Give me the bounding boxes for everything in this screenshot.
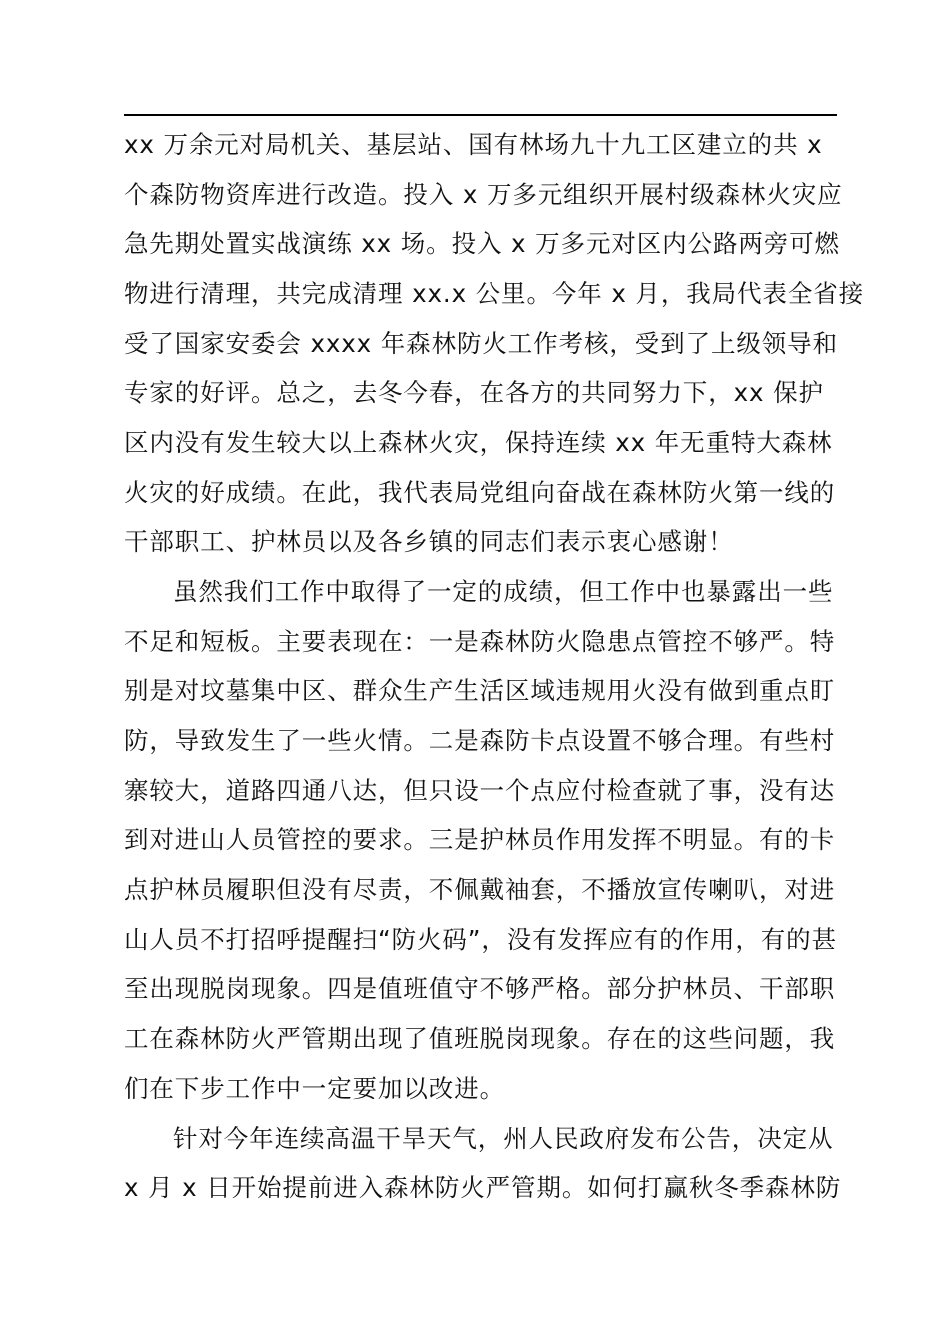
- header-rule: [124, 114, 837, 116]
- text-line: 防，导致发生了一些火情。二是森防卡点设置不够合理。有些村: [124, 726, 836, 755]
- text-line: 工在森林防火严管期出现了值班脱岗现象。存在的这些问题，我: [124, 1024, 836, 1053]
- text-line: 点护林员履职但没有尽责，不佩戴袖套，不播放宣传喇叭，对进: [124, 875, 836, 904]
- text-line: x 月 x 日开始提前进入森林防火严管期。如何打赢秋冬季森林防: [124, 1173, 842, 1202]
- text-line: 受了国家安委会 xxxx 年森林防火工作考核，受到了上级领导和: [124, 329, 838, 358]
- text-line: 至出现脱岗现象。四是值班值守不够严格。部分护林员、干部职: [124, 974, 836, 1003]
- text-line: 不足和短板。主要表现在：一是森林防火隐患点管控不够严。特: [124, 627, 836, 656]
- text-line: xx 万余元对局机关、基层站、国有林场九十九工区建立的共 x: [124, 130, 823, 159]
- text-line: 别是对坟墓集中区、群众生产生活区域违规用火没有做到重点盯: [124, 676, 836, 705]
- text-line: 火灾的好成绩。在此，我代表局党组向奋战在森林防火第一线的: [124, 478, 836, 507]
- text-line: 到对进山人员管控的要求。三是护林员作用发挥不明显。有的卡: [124, 825, 836, 854]
- paragraph-start-line: 虽然我们工作中取得了一定的成绩，但工作中也暴露出一些: [173, 577, 834, 606]
- paragraph-start-line: 针对今年连续高温干旱天气，州人民政府发布公告，决定从: [173, 1124, 834, 1153]
- text-line: 个森防物资库进行改造。投入 x 万多元组织开展村级森林火灾应: [124, 180, 843, 209]
- text-line: 寨较大，道路四通八达，但只设一个点应付检查就了事，没有达: [124, 776, 836, 805]
- text-line: 山人员不打招呼提醒扫“防火码”，没有发挥应有的作用，有的甚: [124, 925, 837, 954]
- text-line: 急先期处置实战演练 xx 场。投入 x 万多元对区内公路两旁可燃: [124, 229, 840, 258]
- text-line: 们在下步工作中一定要加以改进。: [124, 1074, 505, 1103]
- text-line: 干部职工、护林员以及各乡镇的同志们表示衷心感谢！: [124, 527, 734, 556]
- text-line: 专家的好评。总之，去冬今春，在各方的共同努力下，xx 保护: [124, 378, 824, 407]
- text-line: 物进行清理，共完成清理 xx.x 公里。今年 x 月，我局代表全省接: [124, 279, 865, 308]
- text-line: 区内没有发生较大以上森林火灾，保持连续 xx 年无重特大森林: [124, 428, 833, 457]
